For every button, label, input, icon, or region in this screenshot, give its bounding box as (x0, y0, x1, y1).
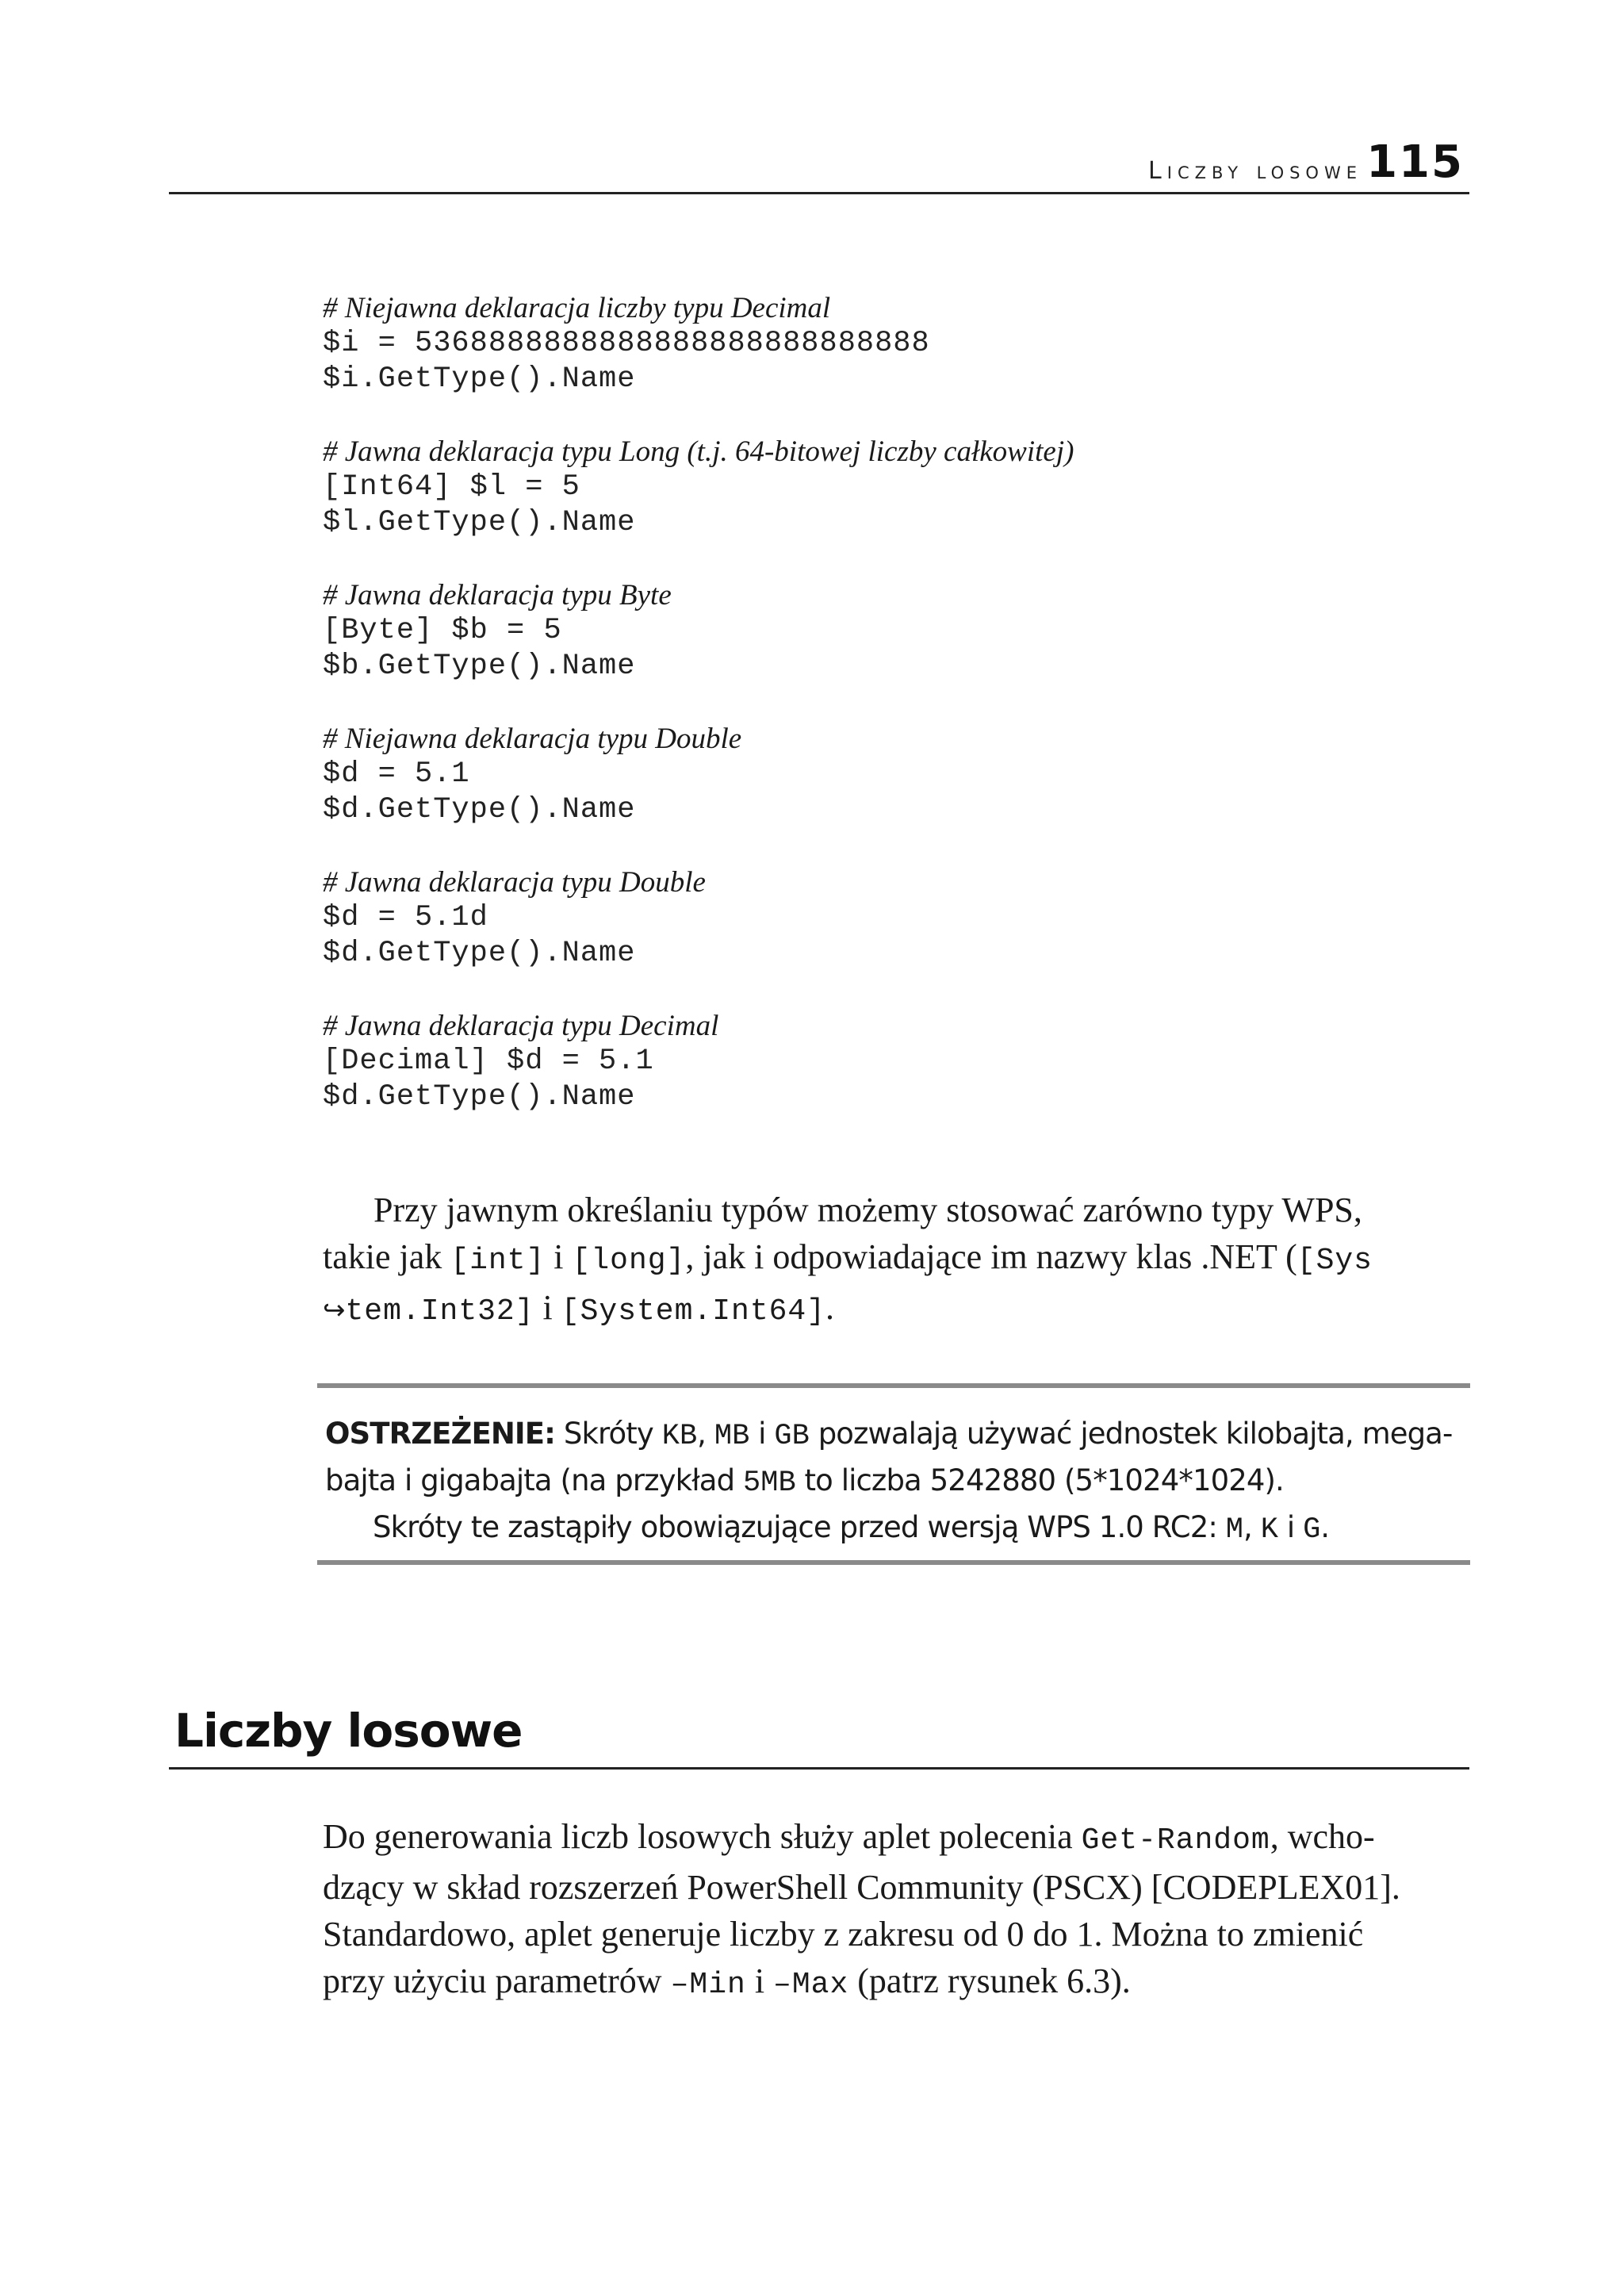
code-line: $d.GetType().Name (323, 1080, 636, 1114)
code-group (323, 721, 1473, 828)
inline-code: K (1260, 1513, 1278, 1547)
code-line: $d.GetType().Name (323, 793, 636, 826)
text-run: takie jak (323, 1237, 451, 1276)
section-rule (169, 1767, 1469, 1770)
text-run: , (1243, 1510, 1261, 1544)
code-line: $b.GetType().Name (323, 650, 636, 683)
warning-box (317, 1383, 1470, 1565)
code-line: [Byte] $b = 5 (323, 614, 562, 647)
code-comment: # Jawna deklaracja typu Decimal (323, 1010, 719, 1042)
body-paragraph-types (323, 1187, 1465, 1335)
code-comment: # Jawna deklaracja typu Long (t.j. 64-bitowej liczby całkowitej) (323, 435, 1074, 468)
text-run: Do generowania liczb losowych służy aplet polecenia (323, 1817, 1082, 1856)
text-run: pozwalają używać jednostek kilobajta, mega- (809, 1417, 1453, 1451)
text-run: i (534, 1288, 561, 1327)
text-run: , jak i odpowiadające im nazwy klas .NET ( (685, 1237, 1297, 1276)
inline-code: MB (714, 1420, 750, 1453)
warning-label: OSTRZEŻENIE: (325, 1417, 556, 1451)
text-run: przy użyciu parametrów (323, 1961, 671, 2000)
text-run: dzący w skład rozszerzeń PowerShell Community (PSCX) [CODEPLEX01]. (323, 1868, 1400, 1907)
text-run: , (697, 1417, 714, 1451)
text-run: i (749, 1417, 775, 1451)
text-run: bajta i gigabajta (na przykład (325, 1463, 744, 1497)
text-run: . (825, 1288, 835, 1327)
text-run: i (745, 1961, 774, 2000)
code-line: [Decimal] $d = 5.1 (323, 1045, 654, 1078)
code-line: [Int64] $l = 5 (323, 470, 580, 504)
line-continuation-arrow-icon: ↪ (323, 1294, 346, 1326)
code-group (323, 577, 1473, 684)
running-header-title: Liczby losowe (1148, 157, 1362, 185)
inline-code: [long] (572, 1244, 686, 1278)
page-number: 115 (1366, 136, 1464, 188)
code-group (323, 1008, 1473, 1115)
section-heading: Liczby losowe (174, 1704, 523, 1758)
code-group (323, 290, 1473, 397)
text-run: Skróty (555, 1417, 662, 1451)
body-paragraph-random (323, 1813, 1465, 2008)
inline-code: –Max (773, 1968, 849, 2002)
inline-code: –Min (670, 1968, 746, 2002)
inline-code: [int] (450, 1244, 546, 1278)
code-line: $l.GetType().Name (323, 506, 636, 539)
text-run: to liczba 5242880 (5*1024*1024). (795, 1463, 1284, 1497)
code-line: $d.GetType().Name (323, 937, 636, 970)
inline-code: tem.Int32] (345, 1294, 534, 1329)
text-run: Standardowo, aplet generuje liczby z zakresu od 0 do 1. Można to zmienić (323, 1915, 1364, 1954)
warning-text (325, 1412, 1467, 1552)
inline-code: [System.Int64] (561, 1294, 826, 1329)
code-listing (323, 290, 1473, 1152)
code-line: $d = 5.1d (323, 901, 488, 934)
text-run: , wcho- (1270, 1817, 1375, 1856)
code-comment: # Niejawna deklaracja liczby typu Decimal (323, 292, 831, 324)
inline-code: Get-Random (1081, 1823, 1270, 1858)
code-line: $i = 5368888888888888888888888888 (323, 327, 930, 360)
code-comment: # Jawna deklaracja typu Byte (323, 579, 672, 612)
code-comment: # Niejawna deklaracja typu Double (323, 723, 742, 755)
text-run: i (545, 1237, 573, 1276)
text-run: . (1320, 1510, 1330, 1544)
inline-code: 5MB (743, 1467, 796, 1500)
code-group (323, 434, 1473, 541)
inline-code: [Sys (1297, 1244, 1373, 1278)
inline-code: G (1303, 1513, 1321, 1547)
text-run: Przy jawnym określaniu typów możemy stosować zarówno typy WPS, (373, 1191, 1362, 1229)
code-comment: # Jawna deklaracja typu Double (323, 866, 706, 899)
inline-code: KB (661, 1420, 698, 1453)
header-rule (169, 192, 1469, 194)
inline-code: M (1225, 1513, 1243, 1547)
text-run: i (1277, 1510, 1304, 1544)
code-line: $i.GetType().Name (323, 362, 636, 396)
code-group (323, 865, 1473, 972)
code-line: $d = 5.1 (323, 757, 470, 791)
text-run: Skróty te zastąpiły obowiązujące przed wersją WPS 1.0 RC2: (373, 1510, 1226, 1544)
inline-code: GB (774, 1420, 810, 1453)
text-run: (patrz rysunek 6.3). (848, 1961, 1131, 2000)
